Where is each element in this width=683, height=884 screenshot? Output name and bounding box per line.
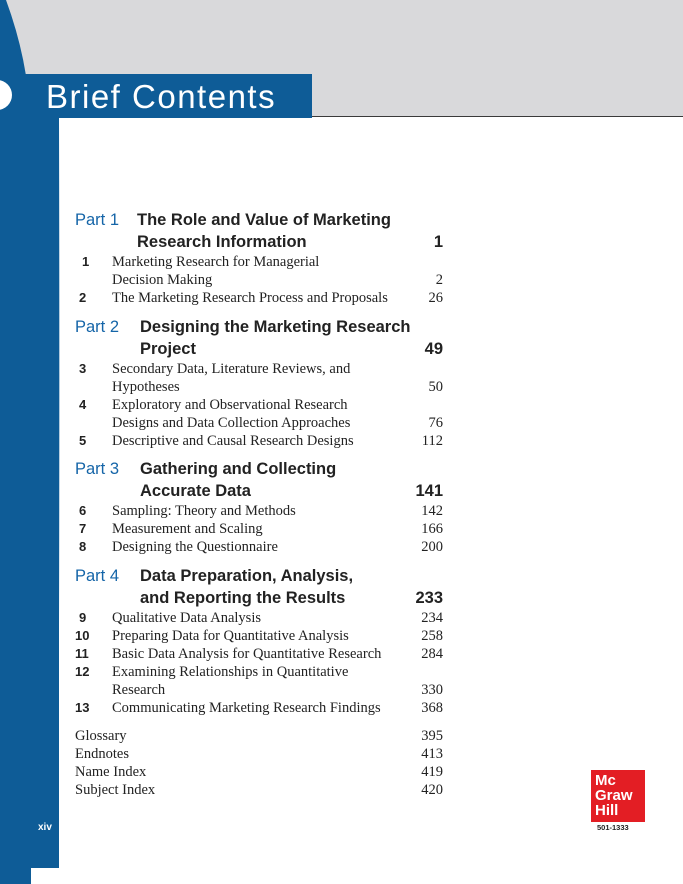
chapter-7-title-line-1: Measurement and Scaling: [112, 521, 263, 537]
chapter-10-page: 258: [421, 628, 443, 644]
chapter-11-number: 11: [75, 646, 89, 661]
mcgraw-hill-logo: [591, 770, 645, 822]
chapter-8-page: 200: [421, 539, 443, 555]
part-1-title-line-2: Research Information: [137, 233, 307, 251]
chapter-9-page: 234: [421, 610, 443, 626]
chapter-13-page: 368: [421, 700, 443, 716]
part-1-title-line-1: The Role and Value of Marketing: [137, 211, 391, 229]
chapter-9-title-line-1: Qualitative Data Analysis: [112, 610, 261, 626]
logo-line-3: Hill: [595, 802, 619, 819]
chapter-4-title-line-1: Exploratory and Observational Research: [112, 397, 348, 413]
endnotes-title: Endnotes: [75, 746, 129, 762]
chapter-1-title-line-1: Marketing Research for Managerial: [112, 254, 320, 270]
part-4-title-line-1: Data Preparation, Analysis,: [140, 567, 354, 585]
part-4-label: Part 4: [75, 567, 120, 585]
part-3-title-line-2: Accurate Data: [140, 482, 251, 500]
glossary-title: Glossary: [75, 728, 127, 744]
endnotes-page: 413: [421, 746, 443, 762]
chapter-5-title-line-1: Descriptive and Causal Research Designs: [112, 433, 354, 449]
part-4-title-line-2: and Reporting the Results: [140, 589, 346, 607]
chapter-9-number: 9: [79, 610, 87, 625]
part-2-title-line-2: Project: [140, 340, 196, 358]
part-4-page: 233: [415, 589, 443, 607]
chapter-10-number: 10: [75, 628, 90, 643]
chapter-10-title-line-1: Preparing Data for Quantitative Analysis: [112, 628, 349, 644]
part-3-label: Part 3: [75, 460, 120, 478]
chapter-2-number: 2: [79, 290, 87, 305]
subject-index-title: Subject Index: [75, 782, 156, 798]
chapter-3-title-line-1: Secondary Data, Literature Reviews, and: [112, 361, 351, 377]
chapter-11-title-line-1: Basic Data Analysis for Quantitative Research: [112, 646, 382, 662]
chapter-7-page: 166: [421, 521, 443, 537]
glossary-page: 395: [421, 728, 443, 744]
chapter-4-title-line-2: Designs and Data Collection Approaches: [112, 415, 351, 431]
chapter-1-page: 2: [435, 272, 443, 288]
chapter-4-number: 4: [79, 397, 87, 412]
chapter-12-title-line-1: Examining Relationships in Quantitative: [112, 664, 349, 680]
part-3-page: 141: [415, 482, 443, 500]
bottom-tab: [31, 868, 59, 884]
chapter-12-page: 330: [421, 682, 443, 698]
side-stripe: [0, 0, 80, 884]
chapter-1-number: 1: [82, 254, 90, 269]
chapter-3-title-line-2: Hypotheses: [112, 379, 180, 395]
subject-index-page: 420: [421, 782, 443, 798]
name-index-page: 419: [421, 764, 443, 780]
chapter-3-number: 3: [79, 361, 87, 376]
chapter-5-page: 112: [421, 433, 443, 449]
chapter-12-title-line-2: Research: [112, 682, 166, 698]
part-2-label: Part 2: [75, 318, 120, 336]
part-1-page: 1: [433, 233, 443, 251]
chapter-6-number: 6: [79, 503, 87, 518]
part-3-title-line-1: Gathering and Collecting: [140, 460, 337, 478]
chapter-1-title-line-2: Decision Making: [112, 272, 213, 288]
logo-code: 501-1333: [597, 823, 629, 832]
page-title: Brief Contents: [46, 78, 277, 115]
logo-line-2: Graw: [595, 787, 633, 804]
chapter-2-title-line-1: The Marketing Research Process and Proposals: [112, 290, 388, 306]
chapter-7-number: 7: [79, 521, 87, 536]
part-1-label: Part 1: [75, 211, 120, 229]
chapter-6-title-line-1: Sampling: Theory and Methods: [112, 503, 296, 519]
page-folio: xiv: [38, 822, 52, 833]
chapter-3-page: 50: [428, 379, 443, 395]
chapter-2-page: 26: [428, 290, 443, 306]
part-2-page: 49: [424, 340, 443, 358]
chapter-4-page: 76: [428, 415, 443, 431]
part-2-title-line-1: Designing the Marketing Research: [140, 318, 411, 336]
chapter-12-number: 12: [75, 664, 90, 679]
name-index-title: Name Index: [75, 764, 147, 780]
chapter-11-page: 284: [421, 646, 443, 662]
chapter-5-number: 5: [79, 433, 87, 448]
chapter-8-number: 8: [79, 539, 87, 554]
chapter-13-number: 13: [75, 700, 90, 715]
logo-line-1: Mc: [595, 772, 616, 789]
chapter-13-title-line-1: Communicating Marketing Research Findings: [112, 700, 381, 716]
chapter-8-title-line-1: Designing the Questionnaire: [112, 539, 278, 555]
chapter-6-page: 142: [421, 503, 443, 519]
